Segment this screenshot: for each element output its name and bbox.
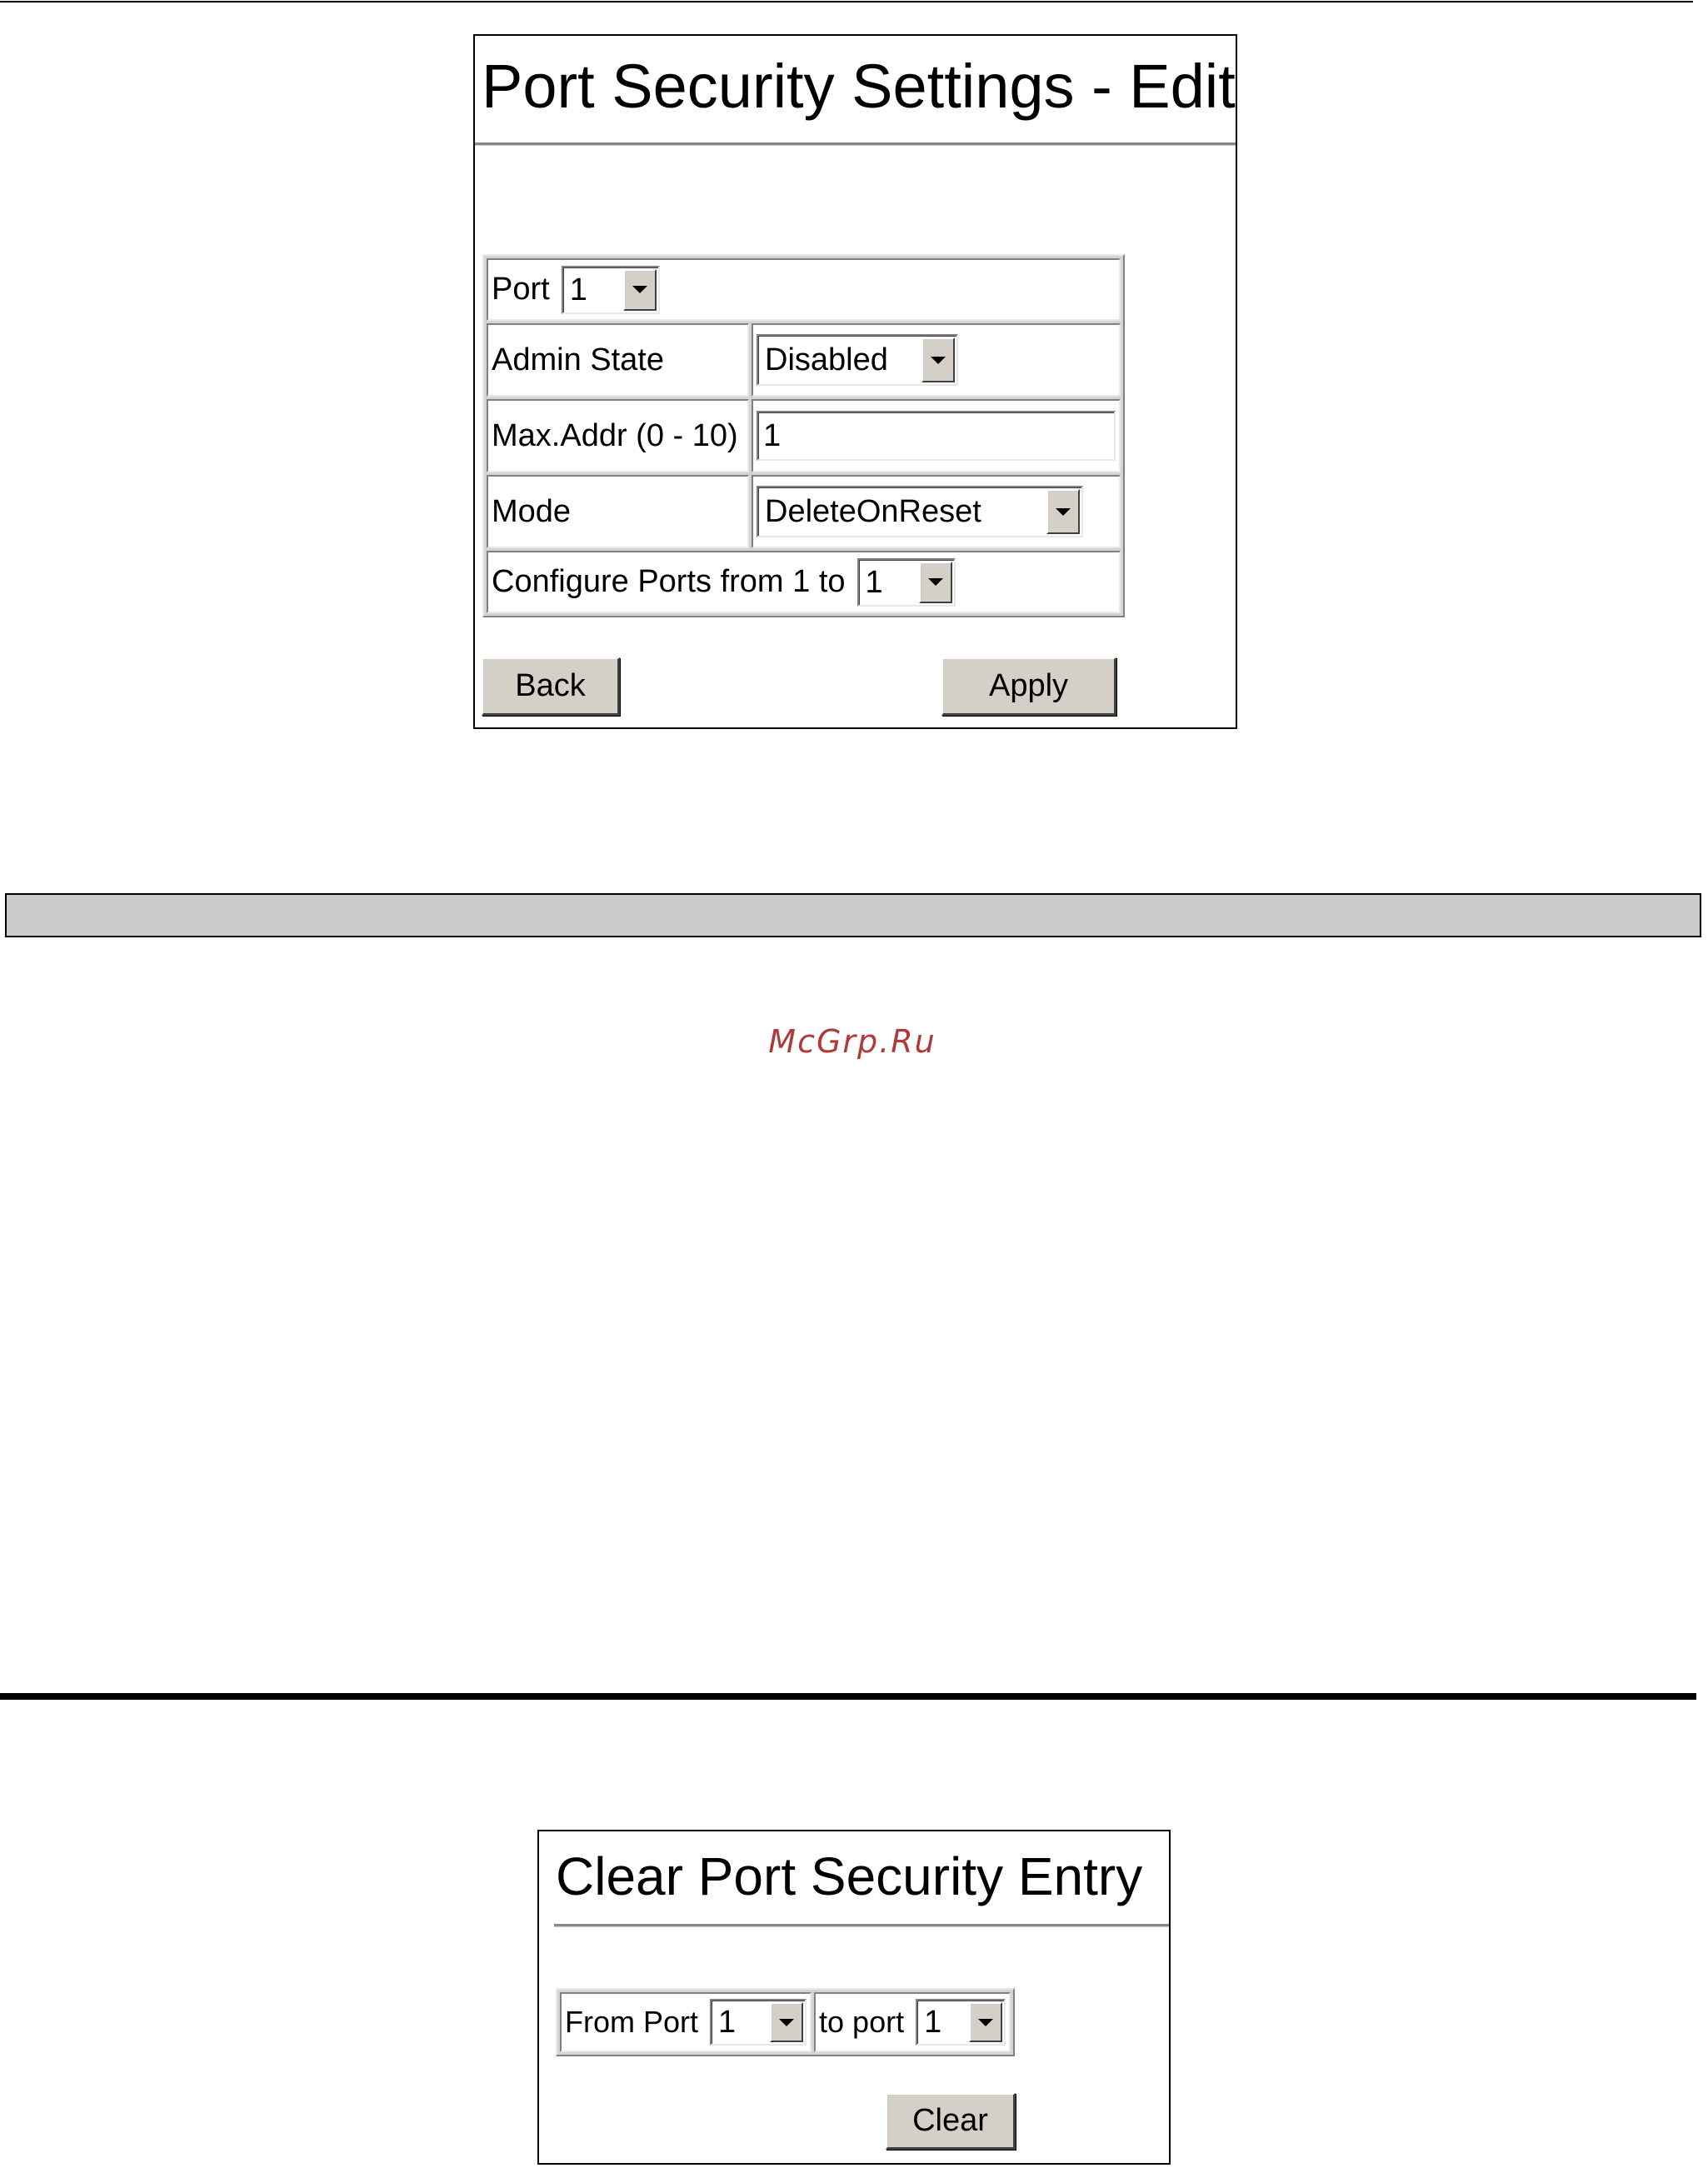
mode-label: Mode: [487, 475, 749, 548]
configure-ports-cell: [487, 551, 1121, 613]
admin-state-label: Admin State: [487, 323, 749, 397]
chevron-down-icon: [632, 286, 647, 293]
admin-state-cell: [752, 323, 1121, 397]
watermark: McGrp.Ru: [768, 1023, 936, 1060]
to-port-select[interactable]: [916, 1999, 1006, 2046]
port-select-arrow[interactable]: [623, 269, 657, 311]
to-port-select-value: 1: [924, 2005, 942, 2040]
clear-panel-title: Clear Port Security Entry: [556, 1846, 1143, 1906]
to-port-select-arrow[interactable]: [969, 2002, 1002, 2042]
top-rule: [0, 1, 1693, 2]
from-port-select[interactable]: [710, 1999, 807, 2046]
mode-cell: [752, 475, 1121, 548]
admin-state-select-arrow[interactable]: [921, 337, 955, 382]
to-port-cell: [814, 1992, 1011, 2052]
mode-select[interactable]: [757, 486, 1083, 537]
to-port-label: to port: [819, 2005, 905, 2039]
mode-select-arrow[interactable]: [1046, 489, 1080, 534]
port-select[interactable]: [562, 266, 660, 314]
clear-title-divider: [554, 1924, 1169, 1927]
admin-state-select[interactable]: [757, 334, 958, 386]
apply-button[interactable]: Apply: [941, 657, 1116, 716]
port-security-edit-panel: [473, 34, 1237, 729]
from-port-select-value: 1: [718, 2005, 737, 2040]
port-security-form: [482, 254, 1125, 617]
configure-ports-select[interactable]: [857, 558, 956, 607]
port-label: Port: [492, 272, 550, 307]
section-band: [5, 893, 1701, 937]
chevron-down-icon: [779, 2019, 794, 2026]
port-select-value: 1: [569, 272, 587, 307]
admin-state-select-value: Disabled: [765, 342, 888, 377]
clear-port-security-panel: [537, 1830, 1171, 2165]
section-divider: [0, 1693, 1696, 1700]
chevron-down-icon: [931, 357, 946, 364]
max-addr-cell: [752, 399, 1121, 472]
mode-select-value: DeleteOnReset: [765, 494, 981, 529]
chevron-down-icon: [978, 2019, 993, 2026]
configure-ports-select-arrow[interactable]: [919, 562, 952, 603]
from-port-cell: [560, 1992, 812, 2052]
configure-ports-label: Configure Ports from 1 to: [492, 564, 846, 599]
configure-ports-select-value: 1: [865, 564, 883, 600]
max-addr-label: Max.Addr (0 - 10): [487, 399, 749, 472]
page-title: Port Security Settings - Edit: [482, 52, 1236, 121]
from-port-label: From Port: [565, 2005, 699, 2039]
chevron-down-icon: [928, 578, 943, 586]
title-divider: [475, 142, 1236, 146]
from-port-select-arrow[interactable]: [770, 2002, 803, 2042]
port-cell: [487, 258, 1121, 321]
clear-button[interactable]: Clear: [886, 2093, 1016, 2150]
chevron-down-icon: [1056, 508, 1071, 516]
clear-port-form: [556, 1988, 1015, 2056]
max-addr-input[interactable]: [757, 411, 1116, 461]
back-button[interactable]: Back: [482, 657, 620, 716]
